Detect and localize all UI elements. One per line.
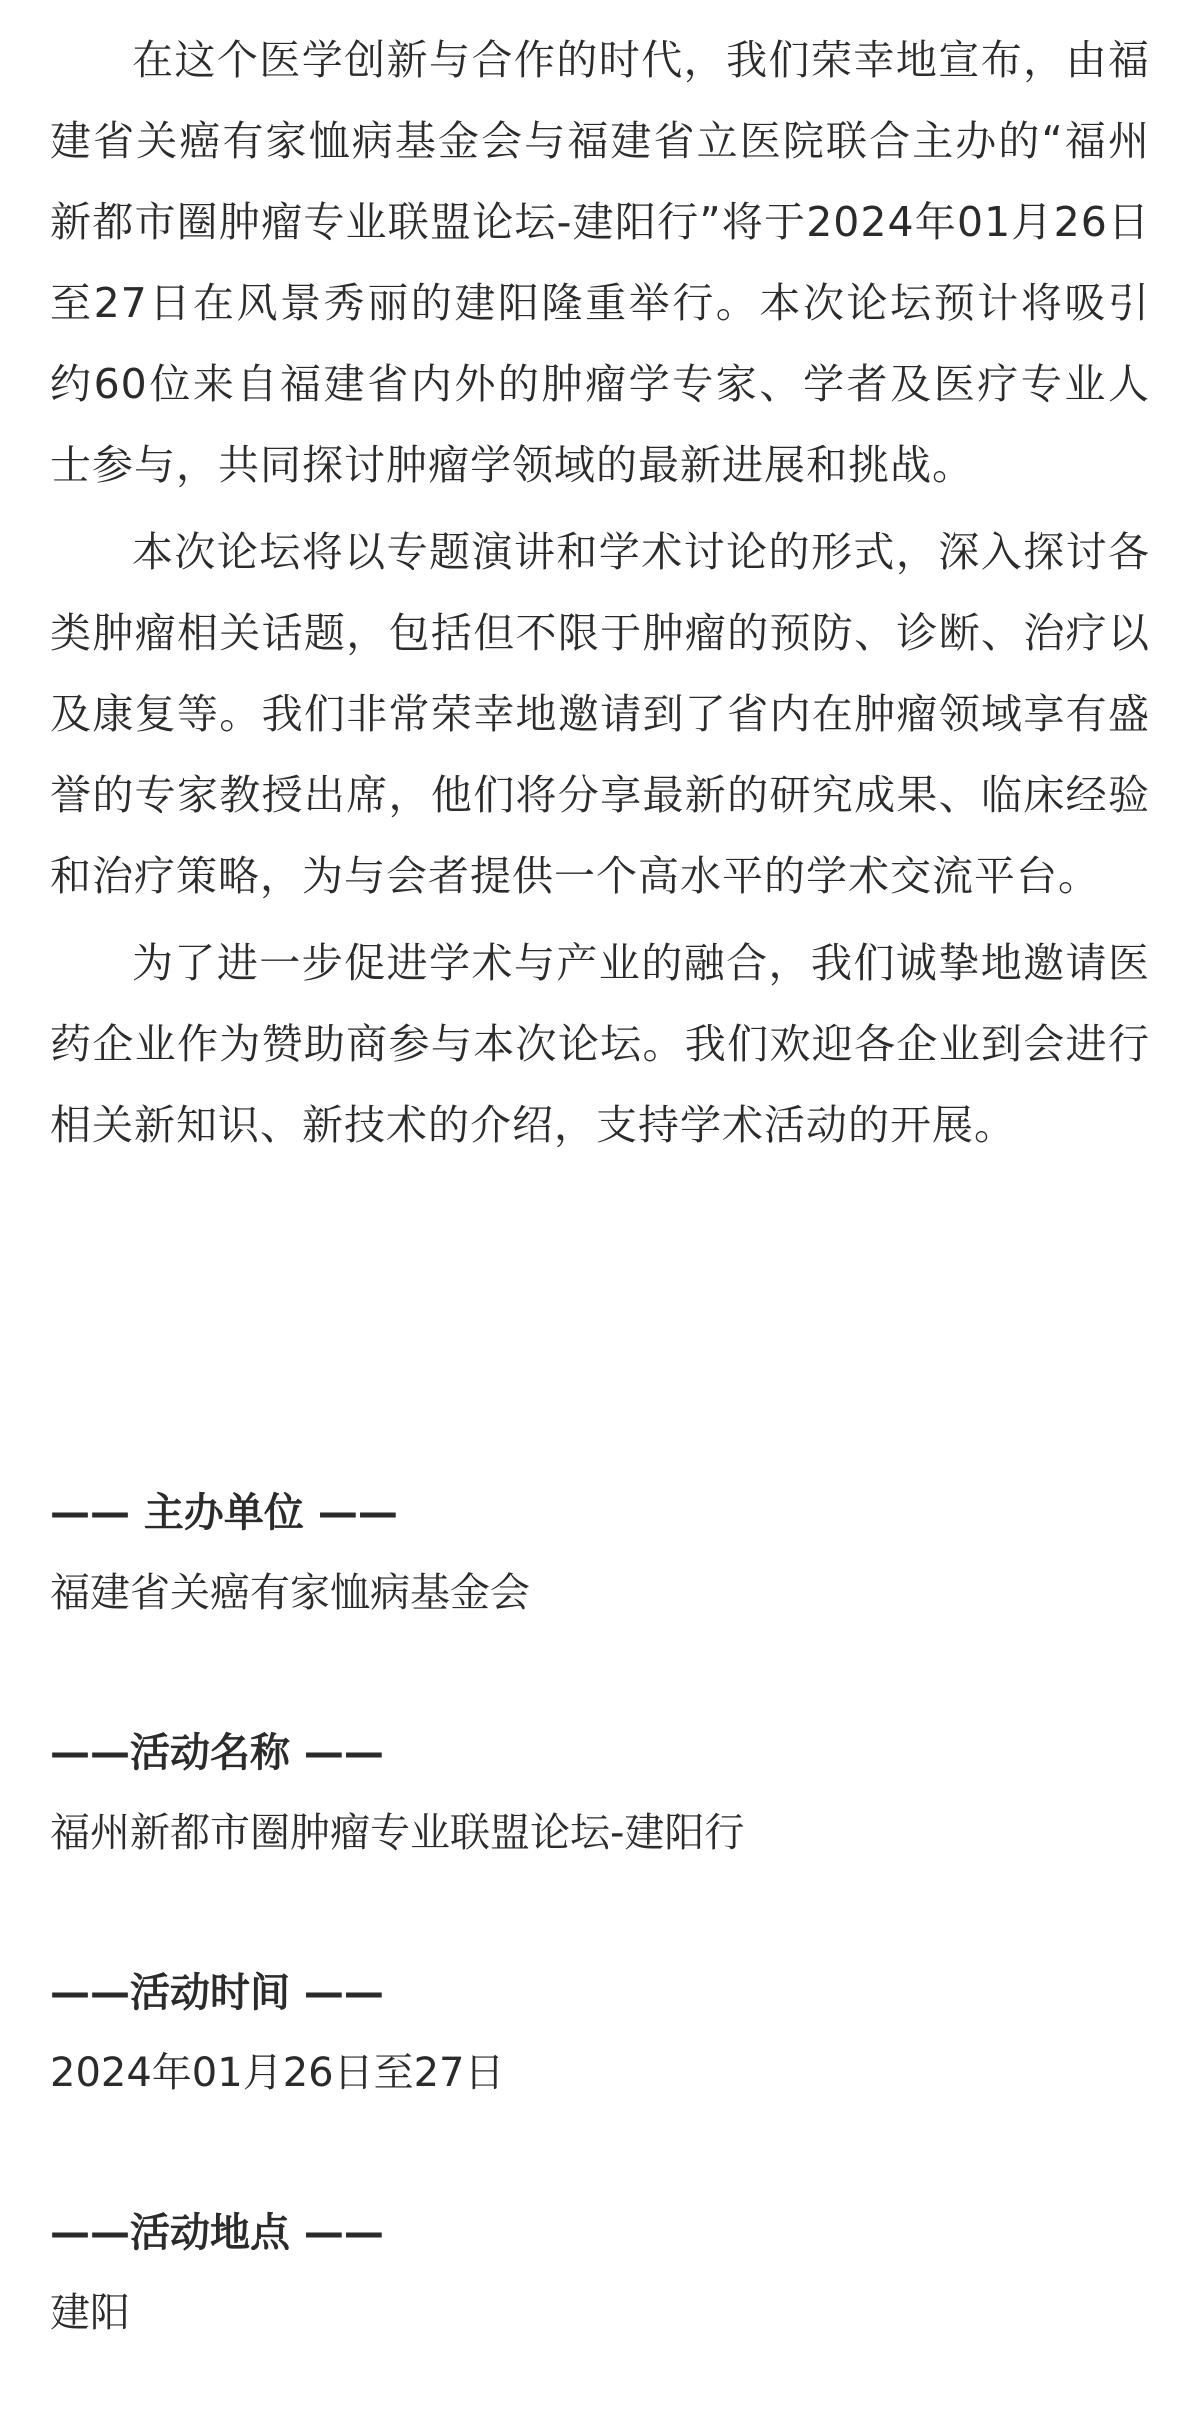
organizer-value: 福建省关癌有家恤病基金会: [50, 1570, 530, 1616]
forum-format-paragraph: 本次论坛将以专题演讲和学术讨论的形式，深入探讨各类肿瘤相关话题，包括但不限于肿瘤的预防、诊断、治疗以及康复等。我们非常荣幸地邀请到了省内在肿瘤领域享有盛誉的专家教授出席，他们将分享最新的研究成果、临床经验和治疗策略，为与会者提供一个高水平的学术交流平台。: [50, 528, 1150, 900]
event-name-heading: ——活动名称 ——: [50, 1730, 384, 1776]
event-name-section: [50, 1713, 744, 1873]
organizer-heading: —— 主办单位 ——: [50, 1490, 398, 1536]
event-time-value: 2024年01月26日至27日: [50, 2050, 505, 2096]
sponsor-invitation-paragraph: 为了进一步促进学术与产业的融合，我们诚挚地邀请医药企业作为赞助商参与本次论坛。我们欢迎各企业到会进行相关新知识、新技术的介绍，支持学术活动的开展。: [50, 939, 1150, 1149]
event-place-value: 建阳: [50, 2290, 130, 2336]
intro-paragraph: 在这个医学创新与合作的时代，我们荣幸地宣布，由福建省关癌有家恤病基金会与福建省立医院联合主办的“福州新都市圈肿瘤专业联盟论坛-建阳行”将于2024年01月26日至27日在风景秀丽的建阳隆重举行。本次论坛预计将吸引约60位来自福建省内外的肿瘤学专家、学者及医疗专业人士参与，共同探讨肿瘤学领域的最新进展和挑战。: [50, 36, 1150, 489]
event-time-heading: ——活动时间 ——: [50, 1970, 384, 2016]
event-place-section: [50, 2193, 384, 2353]
event-place-heading: ——活动地点 ——: [50, 2210, 384, 2256]
article-body: [50, 20, 1150, 2336]
event-name-value: 福州新都市圈肿瘤专业联盟论坛-建阳行: [50, 1810, 745, 1856]
organizer-section: [50, 1473, 530, 1633]
event-time-section: [50, 1953, 505, 2113]
